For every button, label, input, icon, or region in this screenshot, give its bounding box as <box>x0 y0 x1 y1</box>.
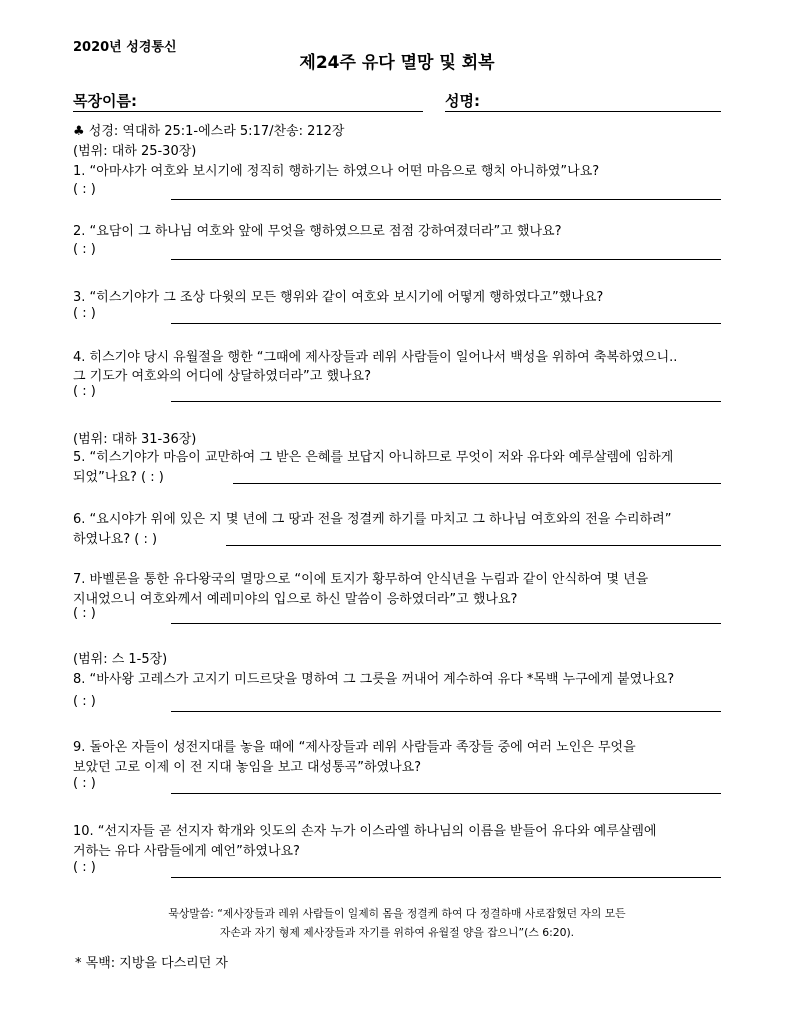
name-row <box>73 90 721 112</box>
verse-blank: ( : ) <box>73 306 96 321</box>
footnote: * 목백: 지방을 다스리던 자 <box>75 956 228 971</box>
question-5-cont: 되었”나요? ( : ) <box>73 470 164 485</box>
page-title: 제24주 유다 멸망 및 회복 <box>299 53 495 73</box>
question-3: 3. “히스기야가 그 조상 다윗의 모든 행위와 같이 여호와 보시기에 어떻게 행하였다고”했나요? <box>73 290 604 305</box>
answer-line[interactable] <box>171 199 721 200</box>
verse-blank: ( : ) <box>73 182 96 197</box>
answer-line[interactable] <box>171 323 721 324</box>
question-7: 7. 바벨론을 통한 유다왕국의 멸망으로 “이에 토지가 황무하여 안식년을 누림과 같이 안식하여 몇 년을 <box>73 572 649 587</box>
question-6: 6. “요시야가 위에 있은 지 몇 년에 그 땅과 전을 정결케 하기를 마치고 그 하나님 여호와의 전을 수리하려” <box>73 512 672 527</box>
verse-blank: ( : ) <box>73 384 96 399</box>
question-10: 10. “선지자들 곧 선지자 학개와 잇도의 손자 누가 이스라엘 하나님의 이름을 받들어 유다와 예루살렘에 <box>73 824 657 839</box>
meditation-line-1: 묵상말씀: “제사장들과 레위 사람들이 일제히 몸을 정결케 하여 다 정결하매 사로잡혔던 자의 모든 <box>168 907 626 920</box>
answer-row-4 <box>73 384 721 402</box>
answer-row-9 <box>73 776 721 794</box>
year-note: 2020년 성경통신 <box>73 40 177 55</box>
section-range-1: (범위: 대하 25-30장) <box>73 144 197 159</box>
meditation-line-2: 자손과 자기 형제 제사장들과 자기를 위하여 유월절 양을 잡으니”(스 6:20). <box>219 926 575 939</box>
answer-row-5 <box>73 466 721 484</box>
answer-line[interactable] <box>233 483 721 484</box>
question-6-cont: 하였나요? ( : ) <box>73 532 158 547</box>
answer-row-7 <box>73 606 721 624</box>
question-2: 2. “요담이 그 하나님 여호와 앞에 무엇을 행하였으므로 점점 강하여졌더라”고 했나요? <box>73 224 562 239</box>
section-range-2: (범위: 대하 31-36장) <box>73 432 197 447</box>
answer-line[interactable] <box>171 877 721 878</box>
answer-line[interactable] <box>171 711 721 712</box>
verse-blank: ( : ) <box>73 860 96 875</box>
church-name-field[interactable] <box>73 111 423 112</box>
answer-row-1 <box>73 182 721 200</box>
answer-row-6 <box>73 528 721 546</box>
answer-line[interactable] <box>171 623 721 624</box>
answer-line[interactable] <box>171 259 721 260</box>
question-4: 4. 히스기야 당시 유월절을 행한 “그때에 제사장들과 레위 사람들이 일어나서 백성을 위하여 축복하였으니.. <box>73 350 678 365</box>
verse-blank: ( : ) <box>73 776 96 791</box>
scripture-info: ♣ 성경: 역대하 25:1-에스라 5:17/찬송: 212장 <box>73 124 345 139</box>
question-1: 1. “아마샤가 여호와 보시기에 정직히 행하기는 하였으나 어떤 마음으로 행치 아니하였”나요? <box>73 164 600 179</box>
verse-blank: ( : ) <box>73 242 96 257</box>
answer-row-3 <box>73 306 721 324</box>
question-8: 8. “바사왕 고레스가 고지기 미드르닷을 명하여 그 그릇을 꺼내어 계수하여 유다 *목백 누구에게 붙였나요? <box>73 672 675 687</box>
section-range-3: (범위: 스 1-5장) <box>73 652 168 667</box>
question-7-cont: 지내었으니 여호와께서 예레미야의 입으로 하신 말씀이 응하였더라”고 했나요? <box>73 592 518 607</box>
answer-line[interactable] <box>226 545 721 546</box>
church-label: 목장이름: <box>73 92 137 110</box>
verse-blank: ( : ) <box>73 606 96 621</box>
question-5: 5. “히스기야가 마음이 교만하여 그 받은 은혜를 보답지 아니하므로 무엇이 저와 유다와 예루살렘에 임하게 <box>73 450 674 465</box>
answer-row-10 <box>73 860 721 878</box>
answer-line[interactable] <box>171 793 721 794</box>
name-field[interactable] <box>445 111 721 112</box>
question-4-cont: 그 기도가 여호와의 어디에 상달하였더라”고 했나요? <box>73 369 372 384</box>
answer-row-8 <box>73 694 721 712</box>
question-10-cont: 거하는 유다 사람들에게 예언”하였나요? <box>73 844 300 859</box>
name-label: 성명: <box>445 92 480 110</box>
question-9: 9. 돌아온 자들이 성전지대를 놓을 때에 “제사장들과 레위 사람들과 족장들 중에 여러 노인은 무엇을 <box>73 740 636 755</box>
answer-line[interactable] <box>171 401 721 402</box>
verse-blank: ( : ) <box>73 694 96 709</box>
answer-row-2 <box>73 242 721 260</box>
question-9-cont: 보았던 고로 이제 이 전 지대 놓임을 보고 대성통곡”하였나요? <box>73 760 422 775</box>
